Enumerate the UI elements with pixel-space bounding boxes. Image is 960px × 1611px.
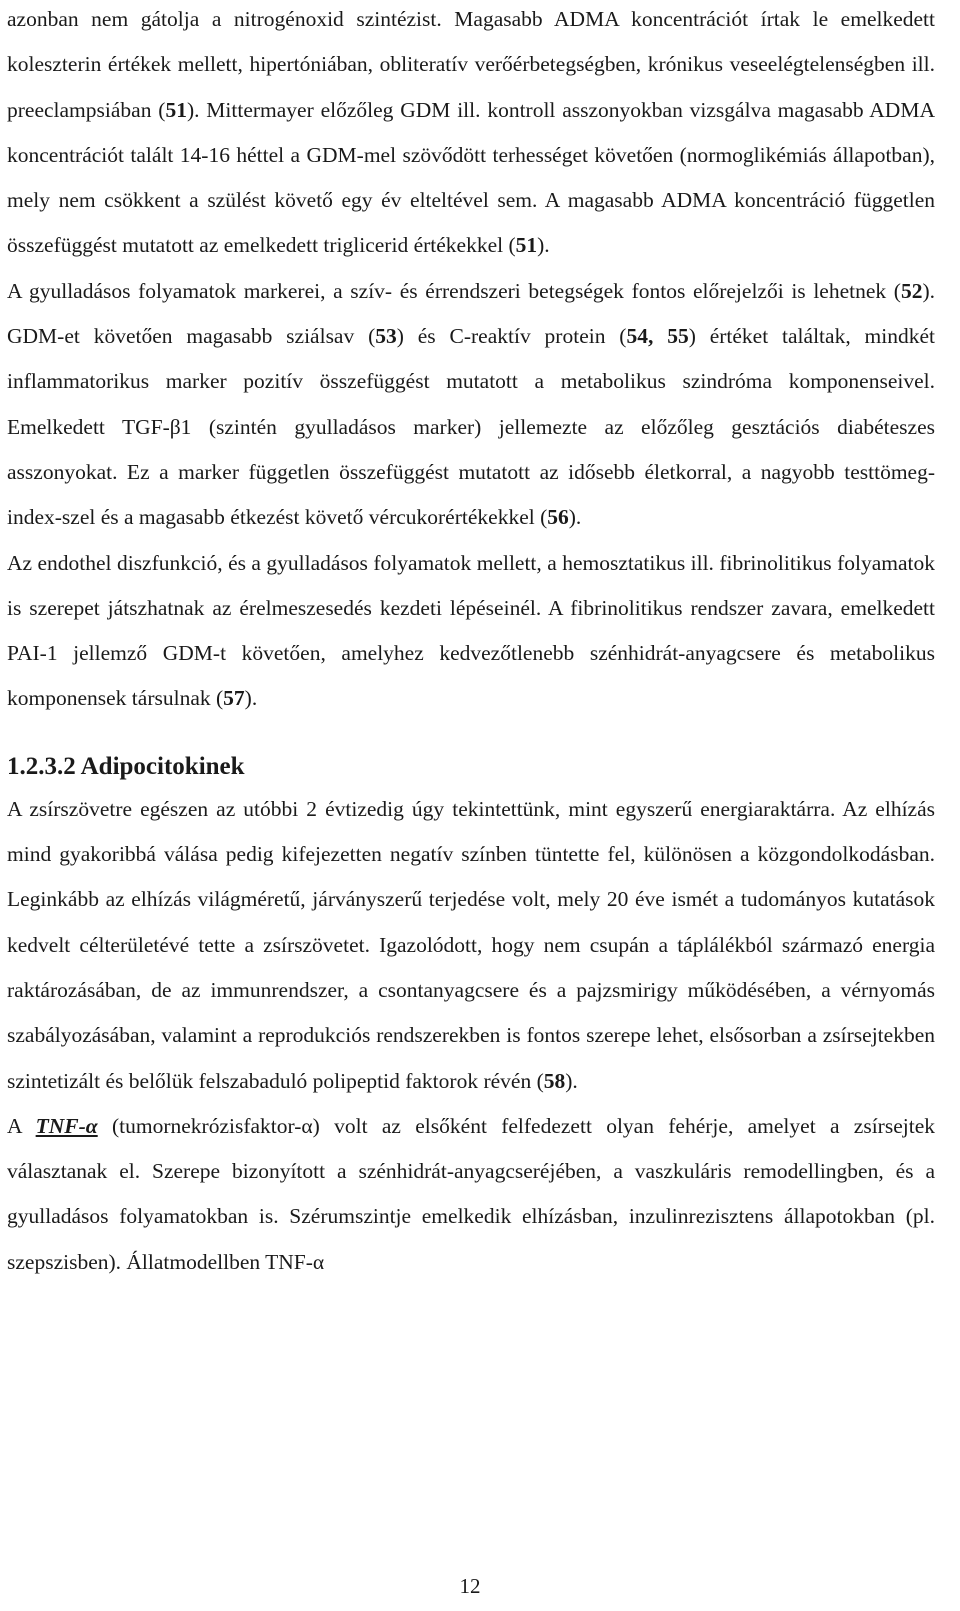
text-run: ). GDM-et követően magasabb sziálsav ( [7, 278, 935, 349]
text-run: A gyulladásos folyamatok markerei, a szív- és érrendszeri betegségek fontos előrejelzői is lehetnek ( [7, 278, 901, 303]
citation-ref: 58 [543, 1068, 566, 1093]
citation-ref: 54, 55 [626, 324, 689, 349]
citation-ref: 52 [900, 278, 923, 303]
page-number: 12 [459, 1574, 481, 1598]
paragraph-inflammation [7, 269, 935, 541]
citation-ref: 51 [515, 233, 538, 258]
paragraph-endothel [7, 541, 935, 722]
paragraph-tnf [7, 1104, 935, 1285]
citation-ref: 57 [223, 686, 245, 711]
document-page [7, 0, 935, 1285]
text-run: ). Mittermayer előzőleg GDM ill. kontroll asszonyokban vizsgálva magasabb ADMA koncentrációt talált 14-16 héttel a GDM-mel szövődött terhességet követően (normoglikémiás állapotban), mely nem csökkent a szülést követő egy év elteltével sem. A magasabb ADMA koncentráció független összefüggést mutatott az emelkedett triglicerid értékekkel ( [7, 97, 935, 258]
text-run: ). [568, 505, 582, 530]
paragraph-adipose [7, 787, 935, 1104]
text-run: ) és C-reaktív protein ( [396, 324, 627, 349]
text-run: Az endothel diszfunkció, és a gyulladásos folyamatok mellett, a hemosztatikus ill. fibrinolitikus folyamatok is szerepet játszhatnak az érelmeszesedés kezdeti lépéseinél. A fibrinolitikus rendszer zavara, emelkedett PAI-1 jellemző GDM-t követően, amelyhez kedvezőtlenebb szénhidrát-anyagcsere és metabolikus komponensek társulnak ( [7, 550, 935, 711]
citation-ref: 51 [165, 97, 187, 122]
citation-ref: 53 [375, 324, 397, 349]
text-run: A [7, 1113, 36, 1138]
text-run: (tumornekrózisfaktor-α) volt az elsőként felfedezett olyan fehérje, amelyet a zsírsejtek választanak el. Szerepe bizonyított a szénhidrát-anyagcseréjében, a vaszkuláris remodellingben, és a gyulladásos folyamatokban is. Szérumszintje emelkedik elhízásban, inzulinrezisztens állapotokban (pl. szepszisben). Állatmodellben TNF-α [7, 1113, 935, 1274]
text-run: ). [244, 686, 258, 711]
term-tnf-alpha: TNF-α [35, 1113, 98, 1138]
citation-ref: 56 [547, 505, 569, 530]
text-run: ). [537, 233, 550, 258]
text-run: ). [565, 1068, 578, 1093]
text-run: azonban nem gátolja a nitrogénoxid szintézist. Magasabb ADMA koncentrációt írtak le emelkedett koleszterin értékek mellett, hipertóniában, obliteratív verőérbetegségben, krónikus veseelégtelenségben ill. preeclampsiában ( [7, 7, 935, 122]
section-heading: 1.2.3.2 Adipocitokinek [7, 752, 245, 780]
paragraph-adma [7, 0, 935, 269]
text-run: A zsírszövetre egészen az utóbbi 2 évtizedig úgy tekintettünk, mint egyszerű energiaraktárra. Az elhízás mind gyakoribbá válása pedig kifejezetten negatív színben tüntette fel, különösen a közgondolkodásban. Leginkább az elhízás világméretű, járványszerű terjedése volt, mely 20 éve ismét a tudományos kutatások kedvelt célterületévé tette a zsírszövetet. Igazolódott, hogy nem csupán a táplálékból származó energia raktározásában, de az immunrendszer, a csontanyagcsere és a pajzsmirigy működésében, a vérnyomás szabályozásában, valamint a reprodukciós rendszerekben is fontos szerepe lehet, elsősorban a zsírsejtekben szintetizált és belőlük felszabaduló polipeptid faktorok révén ( [7, 796, 935, 1093]
text-run: ) értéket találtak, mindkét inflammatorikus marker pozitív összefüggést mutatott a metabolikus szindróma komponenseivel. Emelkedett TGF-β1 (szintén gyulladásos marker) jellemezte az előzőleg gesztációs diabéteszes asszonyokat. Ez a marker független összefüggést mutatott az idősebb életkorral, a nagyobb testtömeg-index-szel és a magasabb étkezést követő vércukorértékekkel ( [7, 324, 936, 530]
